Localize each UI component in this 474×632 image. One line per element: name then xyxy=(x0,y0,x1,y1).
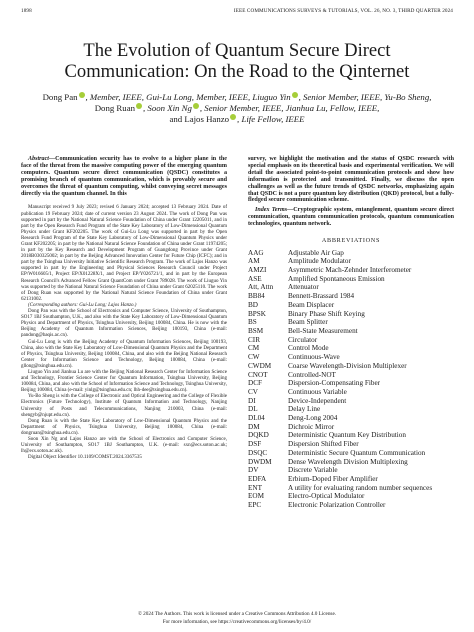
orcid-icon[interactable] xyxy=(230,114,236,120)
abbreviation-row xyxy=(248,405,454,414)
author-line-2: Dong Ruan , Soon Xin Ng , Senior Member, IEEE, Jianhua Lu, Fellow, IEEE, xyxy=(94,103,380,113)
abbreviations-heading: ABBREVIATIONS xyxy=(321,237,381,245)
paper-title xyxy=(0,40,474,82)
abbreviation-term: BD xyxy=(248,300,258,309)
abbreviation-expansion: Controlled-NOT xyxy=(288,370,336,379)
abbreviation-term: CV xyxy=(248,387,258,396)
abbreviation-expansion: Coarse Wavelength-Division Multiplexer xyxy=(288,361,407,370)
abbreviation-row xyxy=(248,484,454,493)
footnote-affiliation: Soon Xin Ng and Lajos Hanzo are with the School of Electronics and Computer Science, University of Southampton, SO17 1BJ Southampton, U.K. (e-mail: sxn@ecs.soton.ac.uk; lh@ecs.soton.ac.uk). xyxy=(21,437,227,455)
orcid-icon[interactable] xyxy=(136,103,142,109)
abstract-label: Abstract xyxy=(28,156,49,162)
abbreviation-expansion: Circulator xyxy=(288,335,318,344)
abbreviation-term: DCF xyxy=(248,379,262,388)
abbreviation-row xyxy=(248,431,454,440)
abbreviation-row xyxy=(248,501,454,510)
abbreviation-expansion: Dense Wavelength Division Multiplexing xyxy=(288,457,408,466)
abbreviation-row xyxy=(248,397,454,406)
abbreviation-expansion: Electro-Optical Modulator xyxy=(288,492,365,501)
abbreviation-expansion: Continuous-Wave xyxy=(288,353,340,362)
license-line: © 2024 The Authors. This work is licensed under a Creative Commons Attribution 4.0 License. xyxy=(137,611,337,617)
abbreviation-term: DL04 xyxy=(248,414,265,423)
abbreviation-term: BPSK xyxy=(248,309,266,318)
title-line-2: Communication: On the Road to the Qinternet xyxy=(64,61,410,82)
footnote-affiliation: Dong Ruan is with the State Key Laboratory of Low-Dimensional Quantum Physics and the Department of Physics, Tsinghua University, Beijing 100084, China (e-mail: dongruan@tsinghua.edu.cn). xyxy=(21,418,227,436)
abbreviation-term: BB84 xyxy=(248,292,265,301)
abbreviation-term: DWDM xyxy=(248,457,272,466)
abbreviation-expansion: Bell-State Measurement xyxy=(288,326,358,335)
running-head xyxy=(21,8,453,17)
abbreviation-row xyxy=(248,388,454,397)
abbreviation-row xyxy=(248,414,454,423)
footnote-corresponding: (Corresponding authors: Gui-Lu Long; Lajos Hanzo.) xyxy=(28,302,137,308)
abbreviation-term: EPC xyxy=(248,501,262,510)
orcid-icon[interactable] xyxy=(79,92,85,98)
abbreviation-term: DM xyxy=(248,422,260,431)
abbreviation-term: DL xyxy=(248,405,258,414)
abbreviation-term: DV xyxy=(248,466,259,475)
abbreviation-term: BS xyxy=(248,318,257,327)
abbreviation-row xyxy=(248,371,454,380)
abbreviation-row xyxy=(248,458,454,467)
abbreviation-term: CWDM xyxy=(248,361,272,370)
abbreviation-row xyxy=(248,492,454,501)
abbreviation-row xyxy=(248,362,454,371)
abbreviation-expansion: Control Mode xyxy=(288,344,329,353)
abbreviation-expansion: Continuous Variable xyxy=(288,387,347,396)
abbreviation-expansion: Device-Independent xyxy=(288,396,347,405)
doi[interactable]: Digital Object Identifier 10.1109/COMST.2024.3367535 xyxy=(28,455,142,461)
abbreviation-expansion: Attenuator xyxy=(288,283,319,292)
abbreviation-term: CM xyxy=(248,344,260,353)
footnote-affiliation: Yu-Bo Sheng is with the College of Electronic and Optical Engineering and the College of Flexible Electronics (Future Technology), Institute of Quantum Information and Technology, Nanjing University of Posts and Telecommunications, Nanjing 210003, China (e-mail: shengyb@njupt.edu.cn). xyxy=(21,394,227,418)
abbreviation-expansion: Binary Phase Shift Keying xyxy=(288,309,365,318)
abbreviation-term: AAG xyxy=(248,248,264,257)
abbreviation-term: EOM xyxy=(248,492,264,501)
abbreviation-term: DSF xyxy=(248,440,262,449)
abbreviation-expansion: Amplified Spontaneous Emission xyxy=(288,274,385,283)
abbreviation-row xyxy=(248,327,454,336)
abbreviation-term: BSM xyxy=(248,326,264,335)
abbreviations-list xyxy=(248,249,454,510)
abbreviation-term: AM xyxy=(248,257,260,266)
abbreviation-row xyxy=(248,283,454,292)
abbreviation-row xyxy=(248,292,454,301)
abbreviation-term: AMZI xyxy=(248,266,267,275)
abbreviation-row xyxy=(248,249,454,258)
right-column xyxy=(248,156,454,510)
abbreviation-expansion: Erbium-Doped Fiber Amplifier xyxy=(288,474,378,483)
index-terms-label: Index Terms xyxy=(255,207,288,214)
journal-header: IEEE COMMUNICATIONS SURVEYS & TUTORIALS, VOL. 26, NO. 3, THIRD QUARTER 2024 xyxy=(233,8,453,14)
abbreviation-row xyxy=(248,353,454,362)
abbreviation-term: Att, Attn xyxy=(248,283,274,292)
abbreviation-expansion: Deng-Long 2004 xyxy=(288,414,338,423)
abbreviation-term: EDFA xyxy=(248,474,267,483)
abbreviation-term: DSQC xyxy=(248,448,268,457)
orcid-icon[interactable] xyxy=(292,92,298,98)
abbreviation-expansion: Electronic Polarization Controller xyxy=(288,501,386,510)
author-line-3: and Lajos Hanzo , Life Fellow, IEEE xyxy=(169,114,305,124)
author-list xyxy=(30,92,444,125)
abbreviation-expansion: Dispersion-Compensating Fiber xyxy=(288,379,381,388)
abbreviation-term: DI xyxy=(248,396,256,405)
left-column xyxy=(21,156,227,461)
abstract xyxy=(21,156,227,197)
abbreviation-term: CIR xyxy=(248,335,260,344)
abbreviation-term: CW xyxy=(248,353,260,362)
footnote-affiliation: Dong Pan was with the School of Electronics and Computer Science, University of Southampton, SO17 1BJ Southampton, U.K., and also with the State Key Laboratory of Low-Dimensional Quantum Physics and Department of Physics, Tsinghua University, Beijing 100084, China. He is now with the Beijing Academy of Quantum Information Sciences, Beijing 100193, China (e-mail: pandong@baqis.ac.cn). xyxy=(21,309,227,339)
abbreviation-expansion: Deterministic Quantum Key Distribution xyxy=(288,431,406,440)
abbreviation-term: ASE xyxy=(248,274,262,283)
abbreviation-expansion: Asymmetric Mach-Zehnder Interferometer xyxy=(288,266,412,275)
abbreviation-row xyxy=(248,449,454,458)
abbreviation-row xyxy=(248,466,454,475)
abbreviation-expansion: Dispersion Shifted Fiber xyxy=(288,440,359,449)
abbreviation-term: ENT xyxy=(248,483,262,492)
footnote-affiliation: Gui-Lu Long is with the Beijing Academy of Quantum Information Sciences, Beijing 100193, China, also with the State Key Laboratory of Low-Dimensional Quantum Physics and the Department of Physics, Tsinghua University, Beijing 100084, China, and also with the Beijing National Research Center for Information Science and Technology, Beijing 100084, China (e-mail: gllong@tsinghua.edu.cn). xyxy=(21,339,227,369)
abbreviation-row xyxy=(248,257,454,266)
abbreviation-term: DQKD xyxy=(248,431,269,440)
orcid-icon[interactable] xyxy=(193,103,199,109)
abbreviation-row xyxy=(248,310,454,319)
abbreviation-row xyxy=(248,336,454,345)
abbreviation-expansion: A utility for evaluating random number sequences xyxy=(288,483,433,492)
abbreviation-row xyxy=(248,475,454,484)
title-line-1: The Evolution of Quantum Secure Direct xyxy=(83,40,391,61)
abstract-continued: survey, we highlight the motivation and the status of QSDC research with special emphasis on its theoretical basis and experimental verification. We will detail the associated point-to-point communication protocols and show how information is protected and transmitted. Finally, we discuss the open challenges as well as the future trends of QSDC networks, emphasizing again that QSDC is not a pure quantum key distribution (QKD) protocol, but a fully-fledged secure communication scheme. xyxy=(248,156,454,204)
abbreviation-expansion: Bennett-Brassard 1984 xyxy=(288,292,355,301)
abbreviation-expansion: Delay Line xyxy=(288,405,321,414)
footnote-affiliation: Liuguo Yin and Jianhua Lu are with the Beijing National Research Center for Information Science and Technology, Frontier Science Center for Quantum Information, Tsinghua University, Beijing 100084, China, and also with the School of Information Science and Technology, Tsinghua University, Beijing 100084, China (e-mail: yinlg@tsinghua.edu.cn; lhh-dee@tsinghua.edu.cn). xyxy=(21,369,227,394)
page-number: 1898 xyxy=(21,8,32,14)
abstract-text: —Communication security has to evolve to a higher plane in the face of the threat from the massive computing power of the emerging quantum computers. Quantum secure direct communication (QSDC) constitutes a promising branch of quantum communication, which is provably secure and overcomes the threat of quantum computing, whilst conveying secret messages directly via the quantum channel. In this xyxy=(21,156,227,197)
abbreviation-expansion: Deterministic Secure Quantum Communication xyxy=(288,448,426,457)
abbreviation-row xyxy=(248,440,454,449)
footnote-funding: Manuscript received 9 July 2023; revised 6 January 2024; accepted 13 February 2024. Date of publication 19 February 2024; date of current version 23 August 2024. The work of Dong Pan was supported in part by the National Natural Science Foundation of China under Grant 12205011, and in part by the Open Research Fund Program of the State Key Laboratory of Low-Dimensional Quantum Physics under Grant KF202205. The work of Gui-Lu Long was supported in part by the Open Research Fund Program of the State Key Laboratory of Low-Dimensional Quantum Physics under Grant KF202205; in part by the National Natural Science Foundation of China under Grant 11974205; in part by the Key Research and Development Program of Guangdong Province under Grant 2018B030325002; in part by the Beijing Advanced Innovation Center for Future Chip (ICFC); and in part by the Tsinghua University Initiative Scientific Research Program. The work of Lajos Hanzo was supported in part by the Engineering and Physical Sciences Research Council under Project EP/W016605/1, Project EP/X01228X/1, and Project EP/Y026721/1, and in part by the European Research Council's Advanced Fellow Grant QuantCom under Grant 789028. The work of Liuguo Yin was supported by the National Natural Science Foundation of China under Grant 62025110. The work of Dong Ruan was supported by the National Natural Science Foundation of China under Grant 62131002. xyxy=(21,205,227,302)
abbreviation-row xyxy=(248,423,454,432)
abbreviation-expansion: Adjustable Air Gap xyxy=(288,248,344,257)
index-terms xyxy=(248,207,454,228)
abbreviation-row xyxy=(248,318,454,327)
license-link[interactable]: For more information, see https://creativecommons.org/licenses/by/4.0/ xyxy=(162,619,312,625)
index-terms-text: —Cryptographic system, entanglement, quantum secure direct communication, quantum communication protocols, quantum communication technologies, quantum network. xyxy=(248,207,454,228)
author-line-1: Dong Pan , Member, IEEE, Gui-Lu Long, Member, IEEE, Liuguo Yin , Senior Member, IEEE, Yu-Bo Sheng, xyxy=(42,92,432,102)
abbreviation-expansion: Beam Displacer xyxy=(288,300,335,309)
abbreviation-row xyxy=(248,301,454,310)
abbreviation-expansion: Dichroic Mirror xyxy=(288,422,335,431)
abbreviation-expansion: Beam Splitter xyxy=(288,318,328,327)
abbreviation-row xyxy=(248,344,454,353)
abbreviation-row xyxy=(248,275,454,284)
footnote-block xyxy=(21,205,227,461)
abbreviation-expansion: Discrete Variable xyxy=(288,466,338,475)
abbreviation-row xyxy=(248,379,454,388)
abbreviation-expansion: Amplitude Modulator xyxy=(288,257,351,266)
abbreviation-term: CNOT xyxy=(248,370,268,379)
abbreviation-row xyxy=(248,266,454,275)
